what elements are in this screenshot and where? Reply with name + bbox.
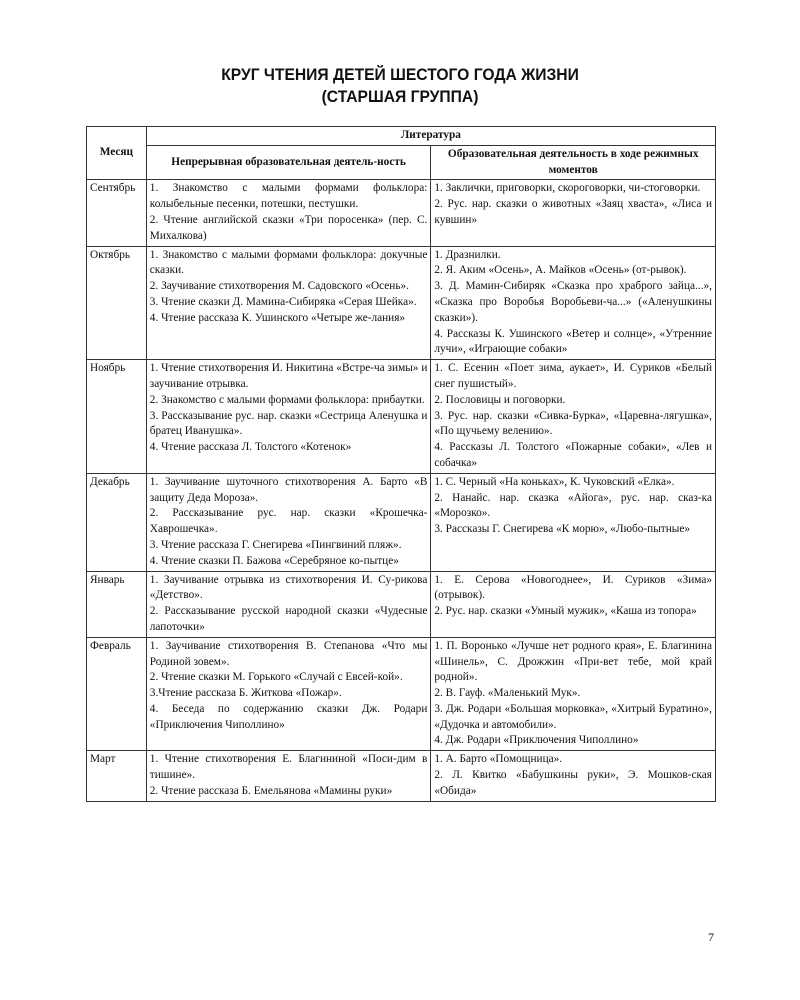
month-cell: Январь	[87, 571, 147, 637]
header-routine-activity: Образовательная деятельность в ходе режимных моментов	[431, 145, 716, 180]
reading-item: 1. Знакомство с малыми формами фольклора: докучные сказки.	[149, 248, 428, 277]
table-body	[87, 180, 716, 801]
reading-circle-table	[86, 126, 716, 802]
page-title	[32, 64, 768, 108]
reading-item: 3. Рассказывание рус. нар. сказки «Сестрица Аленушка и братец Иванушка».	[149, 409, 428, 438]
reading-item: 1. Дразнилки.	[434, 248, 501, 261]
title-line-1: КРУГ ЧТЕНИЯ ДЕТЕЙ ШЕСТОГО ГОДА ЖИЗНИ	[221, 65, 579, 84]
routine-activity-cell	[431, 473, 716, 571]
reading-item: 2. Нанайс. нар. сказка «Айога», рус. нар. сказ-ка «Морозко».	[434, 491, 712, 520]
page-number: 7	[708, 930, 714, 944]
reading-item: 2. Знакомство с малыми формами фольклора: прибаутки.	[149, 393, 425, 406]
table-row	[87, 751, 716, 801]
month-cell: Ноябрь	[87, 360, 147, 474]
table-row	[87, 360, 716, 474]
reading-item: 3.Чтение рассказа Б. Житкова «Пожар».	[149, 687, 342, 700]
continuous-activity-cell	[146, 637, 431, 751]
month-cell: Март	[87, 751, 147, 801]
reading-item: 2. Рус. нар. сказки о животных «Заяц хваста», «Лиса и кувшин»	[434, 198, 712, 226]
month-cell: Сентябрь	[87, 180, 147, 246]
reading-item: 3. Дж. Родари «Большая морковка», «Хитрый Буратино», «Дудочка и автомобили».	[434, 702, 712, 731]
header-literature: Литература	[146, 127, 715, 146]
reading-item: 3. Чтение сказки Д. Мамина-Сибиряка «Серая Шейка».	[149, 295, 417, 308]
reading-item: 3. Рассказы Г. Снегирева «К морю», «Любо-пытные»	[434, 523, 691, 536]
reading-item: 1. С. Черный «На коньках», К. Чуковский «Елка».	[434, 475, 675, 488]
reading-item: 1. А. Барто «Помощница».	[434, 753, 563, 766]
routine-activity-cell	[431, 571, 716, 637]
reading-item: 4. Чтение рассказа К. Ушинского «Четыре же-лания»	[149, 311, 406, 324]
reading-item: 1. Заучивание отрывка из стихотворения И. Су-рикова «Детство».	[149, 573, 428, 602]
reading-item: 2. Чтение сказки М. Горького «Случай с Евсей-кой».	[149, 671, 403, 684]
header-month: Месяц	[87, 127, 147, 180]
reading-item: 1. Е. Серова «Новогоднее», И. Суриков «Зима» (отрывок).	[434, 573, 712, 602]
table-header	[87, 127, 716, 180]
routine-activity-cell	[431, 360, 716, 474]
reading-item: 2. Рус. нар. сказки «Умный мужик», «Каша из топора»	[434, 605, 697, 618]
table-row	[87, 571, 716, 637]
table-row	[87, 473, 716, 571]
reading-item: 4. Беседа по содержанию сказки Дж. Родари «Приключения Чиполлино»	[149, 702, 428, 731]
title-line-2: (СТАРШАЯ ГРУППА)	[321, 87, 479, 106]
reading-item: 3. Д. Мамин-Сибиряк «Сказка про храброго зайца...», «Сказка про Воробья Воробьеви-ча...» («Аленушкины сказки»).	[434, 280, 712, 324]
reading-item: 1. Чтение стихотворения Е. Благининой «Поси-дим в тишине».	[149, 753, 428, 782]
table-row	[87, 246, 716, 360]
reading-item: 4. Дж. Родари «Приключения Чиполлино»	[434, 734, 639, 747]
reading-item: 2. Рассказывание рус. нар. сказки «Крошечка-Хаврошечка».	[149, 507, 428, 536]
reading-item: 1. Чтение стихотворения И. Никитина «Встре-ча зимы» и заучивание отрывка.	[149, 362, 428, 390]
reading-item: 2. Чтение рассказа Б. Емельянова «Мамины руки»	[149, 784, 393, 797]
reading-item: 2. Л. Квитко «Бабушкины руки», Э. Мошков-ская «Обида»	[434, 769, 712, 797]
continuous-activity-cell	[146, 360, 431, 474]
reading-item: 1. П. Воронько «Лучше нет родного края», Е. Благинина «Шинель», С. Дрожжин «При-вет тебе, мой край родной».	[434, 639, 712, 684]
reading-item: 3. Рус. нар. сказки «Сивка-Бурка», «Царевна-лягушка», «По щучьему велению».	[434, 409, 712, 438]
reading-item: 3. Чтение рассказа Г. Снегирева «Пингвиний пляж».	[149, 538, 402, 551]
reading-item: 1. С. Есенин «Поет зима, аукает», И. Суриков «Белый снег пушистый».	[434, 362, 712, 390]
reading-item: 2. В. Гауф. «Маленький Мук».	[434, 687, 581, 700]
reading-item: 4. Рассказы Л. Толстого «Пожарные собаки», «Лев и собачка»	[434, 441, 712, 469]
month-cell: Декабрь	[87, 473, 147, 571]
reading-item: 2. Чтение английской сказки «Три поросенка» (пер. С. Михалкова)	[149, 213, 428, 242]
month-cell: Февраль	[87, 637, 147, 751]
table-row	[87, 637, 716, 751]
routine-activity-cell	[431, 180, 716, 246]
reading-item: 1. Заучивание стихотворения В. Степанова «Что мы Родиной зовем».	[149, 639, 428, 668]
continuous-activity-cell	[146, 180, 431, 246]
reading-item: 2. Заучивание стихотворения М. Садовского «Осень».	[149, 280, 409, 293]
reading-item: 2. Рассказывание русской народной сказки «Чудесные лапоточки»	[149, 605, 428, 633]
reading-item: 2. Пословицы и поговорки.	[434, 393, 566, 406]
header-continuous-activity: Непрерывная образовательная деятель-ность	[146, 145, 431, 180]
reading-item: 1. Заучивание шуточного стихотворения А. Барто «В защиту Деда Мороза».	[149, 475, 428, 504]
reading-item: 4. Рассказы К. Ушинского «Ветер и солнце», «Утренние лучи», «Играющие собаки»	[434, 327, 712, 356]
table-row	[87, 180, 716, 246]
routine-activity-cell	[431, 637, 716, 751]
reading-item: 2. Я. Аким «Осень», А. Майков «Осень» (от-рывок).	[434, 264, 687, 277]
continuous-activity-cell	[146, 473, 431, 571]
continuous-activity-cell	[146, 571, 431, 637]
reading-item: 4. Чтение рассказа Л. Толстого «Котенок»	[149, 441, 352, 454]
reading-item: 1. Знакомство с малыми формами фольклора: колыбельные песенки, потешки, пестушки.	[149, 182, 428, 211]
continuous-activity-cell	[146, 751, 431, 801]
routine-activity-cell	[431, 751, 716, 801]
reading-item: 4. Чтение сказки П. Бажова «Серебряное ко-пытце»	[149, 554, 399, 567]
reading-item: 1. Заклички, приговорки, скороговорки, чи-стоговорки.	[434, 182, 701, 195]
routine-activity-cell	[431, 246, 716, 360]
month-cell: Октябрь	[87, 246, 147, 360]
continuous-activity-cell	[146, 246, 431, 360]
